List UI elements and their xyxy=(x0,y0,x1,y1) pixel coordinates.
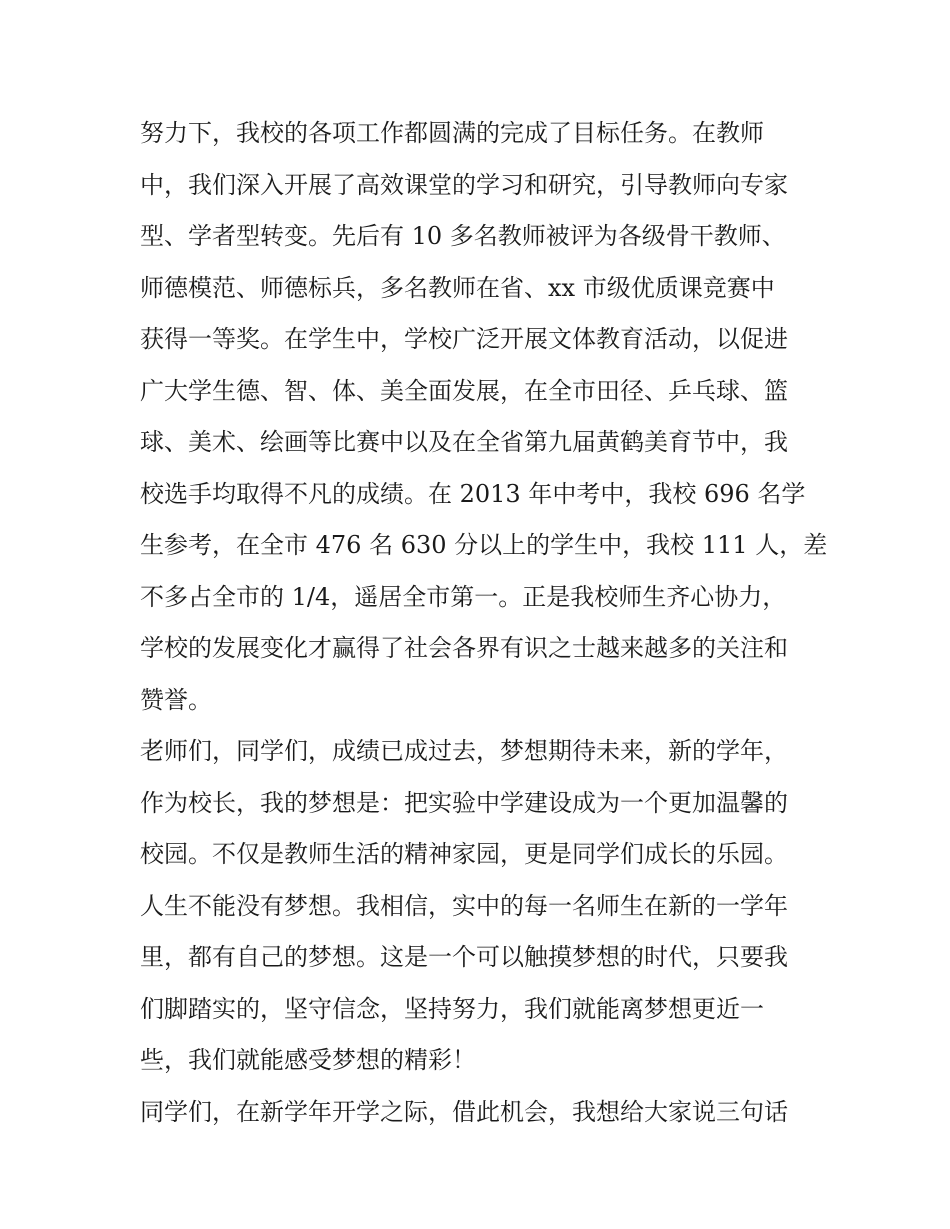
text-line: 些，我们就能感受梦想的精彩！ xyxy=(140,1046,476,1074)
text-line: 同学们，在新学年开学之际，借此机会，我想给大家说三句话 xyxy=(140,1097,788,1126)
text-line: 生参考，在全市 476 名 630 分以上的学生中，我校 111 人，差 xyxy=(140,531,828,559)
text-line: 型、学者型转变。先后有 10 多名教师被评为各级骨干教师、 xyxy=(140,222,786,250)
text-line: 校园。不仅是教师生活的精神家园，更是同学们成长的乐园。 xyxy=(140,840,788,868)
text-line: 赞誉。 xyxy=(140,685,212,714)
text-line: 中，我们深入开展了高效课堂的学习和研究，引导教师向专家 xyxy=(140,170,788,199)
text-line: 学校的发展变化才赢得了社会各界有识之士越来越多的关注和 xyxy=(140,634,788,662)
text-line: 们脚踏实的，坚守信念，坚持努力，我们就能离梦想更近一 xyxy=(140,994,764,1023)
text-line: 努力下，我校的各项工作都圆满的完成了目标任务。在教师 xyxy=(140,119,764,147)
text-line: 球、美术、绘画等比赛中以及在全省第九届黄鹤美育节中，我 xyxy=(140,428,788,456)
text-line: 人生不能没有梦想。我相信，实中的每一名师生在新的一学年 xyxy=(140,891,788,920)
text-line: 师德模范、师德标兵，多名教师在省、xx 市级优质课竞赛中 xyxy=(140,273,775,302)
text-line: 不多占全市的 1/4，遥居全市第一。正是我校师生齐心协力， xyxy=(140,582,787,611)
text-line: 获得一等奖。在学生中，学校广泛开展文体教育活动，以促进 xyxy=(140,325,788,353)
text-line: 老师们，同学们，成绩已成过去，梦想期待未来，新的学年， xyxy=(140,737,788,765)
text-line: 广大学生德、智、体、美全面发展，在全市田径、乒乓球、篮 xyxy=(140,376,788,405)
text-line: 作为校长，我的梦想是：把实验中学建设成为一个更加温馨的 xyxy=(140,788,788,817)
text-line: 里，都有自己的梦想。这是一个可以触摸梦想的时代，只要我 xyxy=(140,943,788,971)
text-line: 校选手均取得不凡的成绩。在 2013 年中考中，我校 696 名学 xyxy=(140,479,806,508)
document-body xyxy=(140,108,828,1138)
